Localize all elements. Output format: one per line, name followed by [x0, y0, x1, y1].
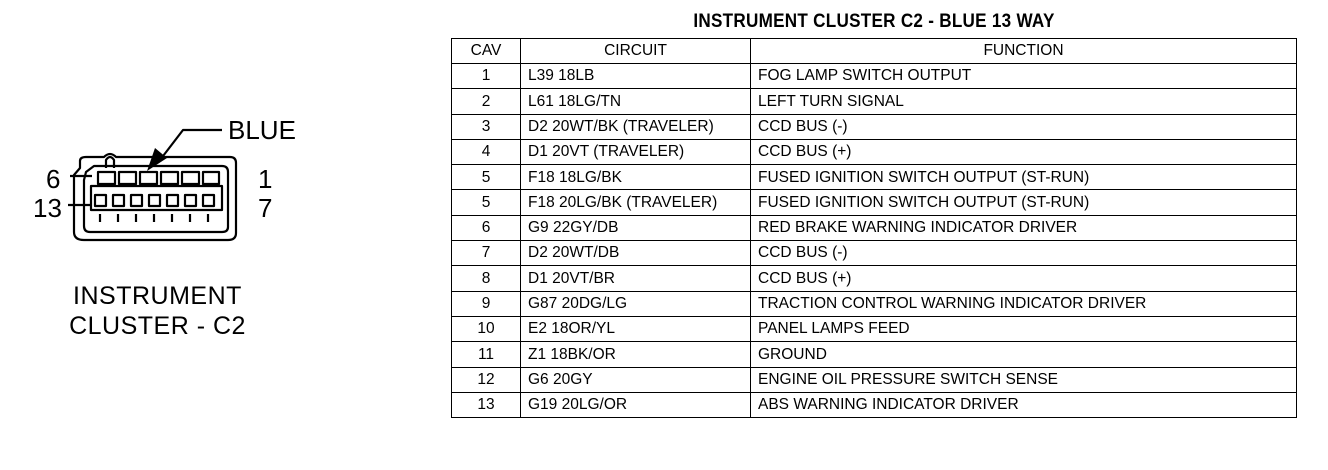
- cell-circuit: D1 20VT/BR: [521, 266, 751, 291]
- caption-line-2: CLUSTER - C2: [69, 312, 246, 340]
- table-row: [452, 241, 1297, 266]
- cell-function: PANEL LAMPS FEED: [751, 316, 1297, 341]
- cell-cav: 4: [452, 139, 521, 164]
- pinout-table: [451, 38, 1297, 418]
- cell-function: FUSED IGNITION SWITCH OUTPUT (ST-RUN): [751, 165, 1297, 190]
- cell-cav: 8: [452, 266, 521, 291]
- cell-cav: 6: [452, 215, 521, 240]
- table-title: INSTRUMENT CLUSTER C2 - BLUE 13 WAY: [693, 11, 1055, 32]
- cell-circuit: D2 20WT/DB: [521, 241, 751, 266]
- cell-cav: 12: [452, 367, 521, 392]
- cell-function: LEFT TURN SIGNAL: [751, 89, 1297, 114]
- cell-cav: 1: [452, 64, 521, 89]
- connector-caption: [50, 281, 265, 341]
- cell-circuit: G9 22GY/DB: [521, 215, 751, 240]
- table-row: [452, 89, 1297, 114]
- pin-label-top-right: 1: [258, 164, 273, 194]
- cell-cav: 5: [452, 190, 521, 215]
- cell-function: FUSED IGNITION SWITCH OUTPUT (ST-RUN): [751, 190, 1297, 215]
- connector-diagram: [0, 0, 400, 470]
- cell-circuit: D1 20VT (TRAVELER): [521, 139, 751, 164]
- pin-label-bottom-left: 13: [33, 193, 62, 223]
- header-circuit: CIRCUIT: [521, 39, 751, 64]
- cell-circuit: G6 20GY: [521, 367, 751, 392]
- cell-cav: 2: [452, 89, 521, 114]
- wire-color-label: BLUE: [228, 115, 296, 145]
- cell-function: TRACTION CONTROL WARNING INDICATOR DRIVER: [751, 291, 1297, 316]
- caption-line-1: INSTRUMENT: [73, 282, 242, 310]
- cell-circuit: F18 18LG/BK: [521, 165, 751, 190]
- cell-function: CCD BUS (+): [751, 139, 1297, 164]
- wire-color-arrow: [147, 148, 167, 171]
- table-row: [452, 367, 1297, 392]
- table-row: [452, 215, 1297, 240]
- cell-function: RED BRAKE WARNING INDICATOR DRIVER: [751, 215, 1297, 240]
- cell-function: CCD BUS (-): [751, 114, 1297, 139]
- cell-circuit: D2 20WT/BK (TRAVELER): [521, 114, 751, 139]
- cell-function: CCD BUS (+): [751, 266, 1297, 291]
- cell-function: FOG LAMP SWITCH OUTPUT: [751, 64, 1297, 89]
- table-row: [452, 64, 1297, 89]
- header-cav: CAV: [452, 39, 521, 64]
- table-row: [452, 139, 1297, 164]
- cell-circuit: G87 20DG/LG: [521, 291, 751, 316]
- table-row: [452, 165, 1297, 190]
- table-row: [452, 266, 1297, 291]
- header-function: FUNCTION: [751, 39, 1297, 64]
- pin-label-top-left: 6: [46, 164, 61, 194]
- cell-function: GROUND: [751, 342, 1297, 367]
- table-row: [452, 291, 1297, 316]
- cell-circuit: E2 18OR/YL: [521, 316, 751, 341]
- wire-color-leader: [160, 130, 222, 160]
- cell-circuit: Z1 18BK/OR: [521, 342, 751, 367]
- cell-function: ENGINE OIL PRESSURE SWITCH SENSE: [751, 367, 1297, 392]
- cell-cav: 9: [452, 291, 521, 316]
- cell-cav: 3: [452, 114, 521, 139]
- cell-circuit: L39 18LB: [521, 64, 751, 89]
- cell-cav: 13: [452, 392, 521, 417]
- table-row: [452, 190, 1297, 215]
- table-header-row: [452, 39, 1297, 64]
- cell-function: ABS WARNING INDICATOR DRIVER: [751, 392, 1297, 417]
- cell-circuit: F18 20LG/BK (TRAVELER): [521, 190, 751, 215]
- cell-function: CCD BUS (-): [751, 241, 1297, 266]
- table-row: [452, 392, 1297, 417]
- cell-cav: 10: [452, 316, 521, 341]
- table-row: [452, 342, 1297, 367]
- cell-circuit: L61 18LG/TN: [521, 89, 751, 114]
- cell-cav: 11: [452, 342, 521, 367]
- cell-cav: 7: [452, 241, 521, 266]
- pin-label-bottom-right: 7: [258, 193, 273, 223]
- connector-face-drawing: [0, 0, 400, 470]
- table-row: [452, 316, 1297, 341]
- table-row: [452, 114, 1297, 139]
- cell-circuit: G19 20LG/OR: [521, 392, 751, 417]
- cell-cav: 5: [452, 165, 521, 190]
